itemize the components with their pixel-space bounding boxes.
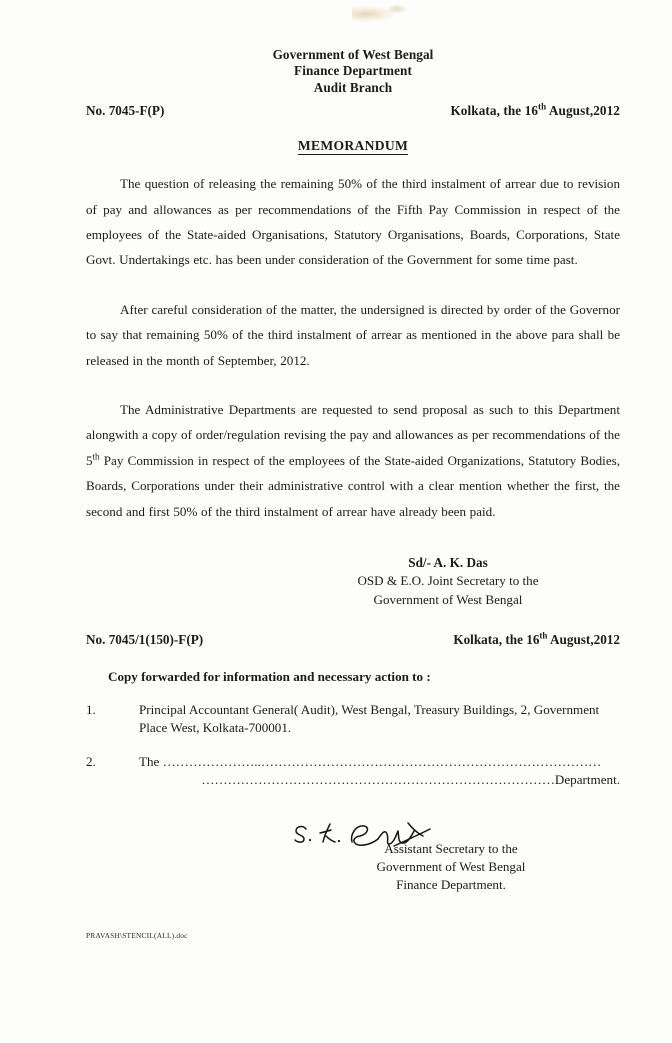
signatory-designation-bottom-line2: Government of West Bengal <box>376 859 526 875</box>
place-date-bottom-ordinal: th <box>539 630 548 641</box>
paragraph-1: The question of releasing the remaining 50% of the third instalment of arrear due to revision of pay and allowances as per recommendations of the Fifth Pay Commission in respect of the employees of the State-aided Organisations, Statutory Organisations, Boards, Corporations, State Govt. Undertakings etc. has been under consideration of the Government for some time past. <box>86 176 620 268</box>
letterhead <box>86 47 620 96</box>
place-date-bottom-suffix: August,2012 <box>547 631 620 647</box>
list-item-line1: Principal Accountant General( Audit), West Bengal, Treasury Buildings, 2, Government <box>139 701 600 717</box>
document-content <box>86 0 620 940</box>
letterhead-department: Finance Department <box>294 63 412 79</box>
place-date-bottom-prefix: Kolkata, the 16 <box>453 631 540 647</box>
list-item-line2: Place West, Kolkata-700001. <box>139 720 292 736</box>
signatory-designation-top-line1: OSD & E.O. Joint Secretary to the <box>357 573 539 589</box>
list-item <box>86 753 620 790</box>
copy-forwarded-heading: Copy forwarded for information and necessary action to : <box>108 668 431 684</box>
memo-number-date-row-top <box>86 103 620 119</box>
place-date-top-prefix: Kolkata, the 16 <box>450 103 539 119</box>
list-item-text <box>139 701 620 738</box>
list-item-line1: The …………………..…………………………………………………………………… <box>139 753 602 769</box>
recipient-list <box>86 701 620 790</box>
signature-block-bottom <box>86 840 620 895</box>
signatory-designation-bottom-line3: Finance Department. <box>396 877 506 893</box>
signatory-designation-bottom-line1: Assistant Secretary to the <box>384 841 518 857</box>
place-date-bottom <box>453 632 620 648</box>
paragraph-3-before: The Administrative Departments are requested to send proposal as such to this Department alongwith a copy of order/regulation revising the pay and allowances as per recommendations of the 5 <box>86 402 620 468</box>
footer-file-path: PRAVASH\STENCIL(ALL).doc <box>86 930 188 940</box>
letterhead-government: Government of West Bengal <box>272 47 434 62</box>
page-title-text: MEMORANDUM <box>297 138 409 154</box>
list-item-index: 2. <box>86 753 96 769</box>
memo-number-top: No. 7045-F(P) <box>86 103 165 119</box>
place-date-top <box>450 103 620 119</box>
place-date-top-suffix: August,2012 <box>546 103 620 119</box>
memo-number-bottom: No. 7045/1(150)-F(P) <box>86 631 204 647</box>
letterhead-branch: Audit Branch <box>313 79 393 95</box>
signature-block-top <box>86 554 620 609</box>
page-title <box>86 138 620 154</box>
paragraph-3-ordinal: th <box>92 451 100 462</box>
list-item-line2: ………………………………………………………………………Department. <box>201 772 620 788</box>
paragraph-3-after: Pay Commission in respect of the employees of the State-aided Organizations, Statutory Bodies, Boards, Corporations under their administrative control with a clear mention whether the first, the second and first 50% of the third instalment of arrear have already been paid. <box>86 452 620 519</box>
signatory-designation-top-line2: Government of West Bengal <box>373 591 523 607</box>
signatory-name-top: Sd/- A. K. Das <box>408 555 488 571</box>
paragraph-3 <box>86 397 620 524</box>
list-item <box>86 701 620 738</box>
paragraph-2: After careful consideration of the matter, the undersigned is directed by order of the Governor to say that remaining 50% of the third instalment of arrear as mentioned in the above para shall be released in the month of September, 2012. <box>86 301 620 368</box>
list-item-text <box>139 753 620 790</box>
list-item-index: 1. <box>86 701 96 717</box>
memo-number-date-row-bottom <box>86 632 620 648</box>
place-date-top-ordinal: th <box>538 101 547 112</box>
